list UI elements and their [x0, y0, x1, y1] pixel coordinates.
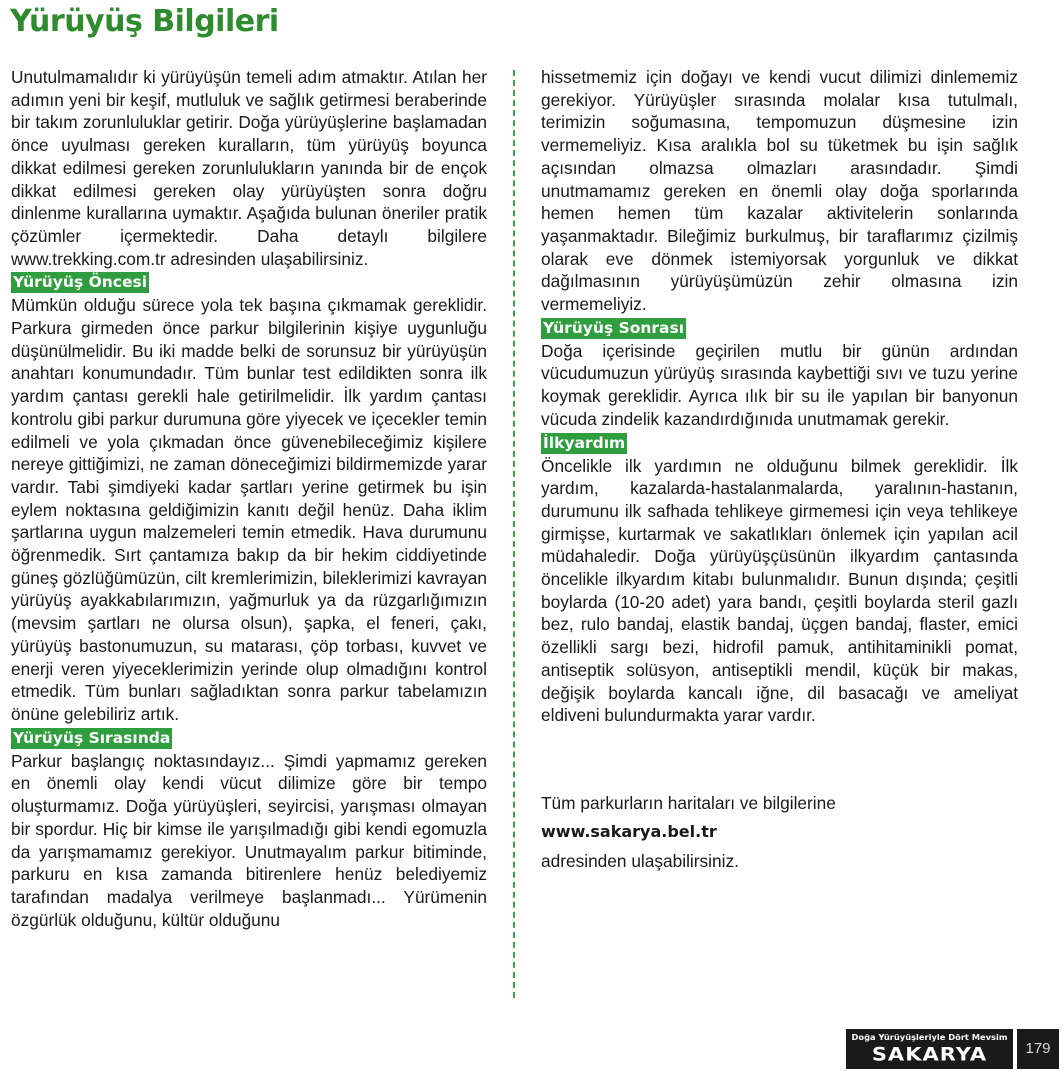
right-column: [541, 66, 1018, 875]
after-walk-paragraph: Doğa içerisinde geçirilen mutlu bir günün ardından vücudumuzun yürüyüş sırasında kaybettiği sıvı ve tuzu yerine koymak gereklidir. Ayrıca ılık bir su ile yapılan bir banyonun vücuda zindelik kazandırdığınıda unutmamak gerekir.: [541, 340, 1018, 429]
sakarya-logo: [846, 1029, 1013, 1069]
column-divider: [513, 70, 515, 998]
website-link[interactable]: www.sakarya.bel.tr: [541, 822, 717, 842]
page-title: Yürüyüş Bilgileri: [10, 4, 279, 39]
page-number: 179: [1015, 1029, 1059, 1069]
continuation-paragraph: hissetmemiz için doğayı ve kendi vucut dilimizi dinlememiz gerekiyor. Yürüyüşler sırasında molalar kısa tutulmalı, terimizin soğumasına, tempomuzun düşmesine izin vermemeliyiz. Kısa aralıkla bol su tüketmek bu işin sağlık açısından olmazsa olmazları arasındadır. Şimdi unutmamamız gereken en önemli olay doğa sporlarında hemen hemen tüm kazalar aktivitelerin sonlarında yaşanmaktadır. Bileğimiz burkulmuş, bir taraflarımız çizilmiş olarak eve dönmek istemiyorsak yorgunluk ve dikkat dağılmasının yürüyüşümüzün zehir olmasına izin vermemeliyiz.: [541, 67, 1018, 315]
before-walk-paragraph: Mümkün olduğu sürece yola tek başına çıkmamak gereklidir. Parkura girmeden önce parkur bilgilerinin kişiye uygunluğu düşünülmelidir. Bu iki madde belki de sorunsuz bir yürüyüşün anahtarı konumundadır. Tüm bunlar test edildikten sonra ilk yardım çantası gerekli hale getirilmelidir. İlk yardım çantası kontrolu gibi parkur durumuna göre yiyecek ve içecekler temin edilmeli ve yola çıkmadan önce güvenebileceğimiz kişilere nereye gittiğimizi, ne zaman döneceğimizi bildirmemizde yarar vardır. Tabi şimdiyeki kadar şartları yerine getirmek bu işin eylem noktasına geldiğimizin kanıtı değil henüz. Daha iklim şartlarına uygun malzemeleri temin etmedik. Hava durumunu öğrenmedik. Sırt çantamıza bakıp da bir hekim ciddiyetinde güneş gözlüğümüzün, cilt kremlerimizin, bileklerimizi kavrayan yürüyüş ayakkabılarımızın, yağmurluk ya da rüzgarlığımızın (mevsim şartları ne olursa olsun), şapka, el feneri, çakı, yürüyüş bastonumuzun, su matarası, çöp torbası, kuvvet ve enerji veren yiyeceklerimizin yerinde olup olmadığını kontrol etmedik. Tüm bunları sağladıktan sonra parkur tabelamızın önüne gelebiliriz artık.: [11, 295, 487, 724]
logo-wordmark: SAKARYA: [871, 1043, 988, 1065]
section-heading-before-walk: Yürüyüş Öncesi: [13, 273, 148, 292]
during-walk-paragraph: Parkur başlangıç noktasındayız... Şimdi yapmamız gereken en önemli olay kendi vücut dilimize göre bir tempo oluşturmamız. Doğa yürüyüşleri, seyircisi, yarışması olmayan bir spordur. Hiç bir kimse ile yarışılmadığı gibi kendi egomuzla da yarışmamamız gerekiyor. Unutmayalım parkur bitiminde, parkuru en kısa zamanda bitirenlere henüz belediyemiz tarafından madalya verilmeye başlanmadı... Yürümenin özgürlük olduğunu, kültür olduğunu: [11, 750, 487, 930]
first-aid-paragraph: Öncelikle ilk yardımın ne olduğunu bilmek gereklidir. İlk yardım, kazalarda-hastalanmalarda, yaralının-hastanın, durumunu ilk safhada tehlikeye girmemesi için veya tehlikeye girmişse, kurtarmak ve sakatlıkları önlemek için yapılan acil müdahaledir. Doğa yürüyüşçüsünün ilkyardım çantasında öncelikle ilkyardım kitabı bulunmalıdır. Bunun dışında; çeşitli boylarda (10-20 adet) yara bandı, çeşitli boylarda steril gazlı bez, rulo bandaj, elastik bandaj, üçgen bandaj, flaster, emici özellikli sargı bezi, hidrofil pamuk, antihitaminikli pomat, antiseptik solüsyon, antiseptikli mendil, küçük bir makas, değişik boylarda kancalı iğne, dil basacağı ve ameliyat eldiveni bulundurmakta yarar vardır.: [541, 455, 1018, 726]
section-heading-after-walk: Yürüyüş Sonrası: [543, 318, 685, 337]
left-column: [11, 66, 487, 931]
logo-tagline: Doğa Yürüyüşleriyle Dört Mevsim: [851, 1032, 1008, 1042]
website-note: [541, 789, 1018, 876]
note-line: adresinden ulaşabilirsiniz.: [541, 850, 739, 871]
section-heading-first-aid: İlkyardım: [543, 433, 626, 452]
section-heading-during-walk: Yürüyüş Sırasında: [13, 728, 171, 747]
intro-paragraph: Unutulmamalıdır ki yürüyüşün temeli adım atmaktır. Atılan her adımın yeni bir keşif, mutluluk ve sağlık getirmesi beraberinde bir takım zorunluluklar getirir. Doğa yürüyüşlerine başlamadan önce uyulması gereken kuralların, tüm yürüyüş boyunca dikkat edilmesi gereken zorunlulukların yanında bir de ençok dikkat edilmesi gereken olay yürüyüşten sonra doğru dinlenme kurallarına uymaktır. Aşağıda bulunan öneriler pratik çözümler içermektedir. Daha detaylı bilgilere www.trekking.com.tr adresinden ulaşabilirsiniz.: [11, 67, 487, 269]
note-line: Tüm parkurların haritaları ve bilgilerine: [541, 792, 836, 813]
